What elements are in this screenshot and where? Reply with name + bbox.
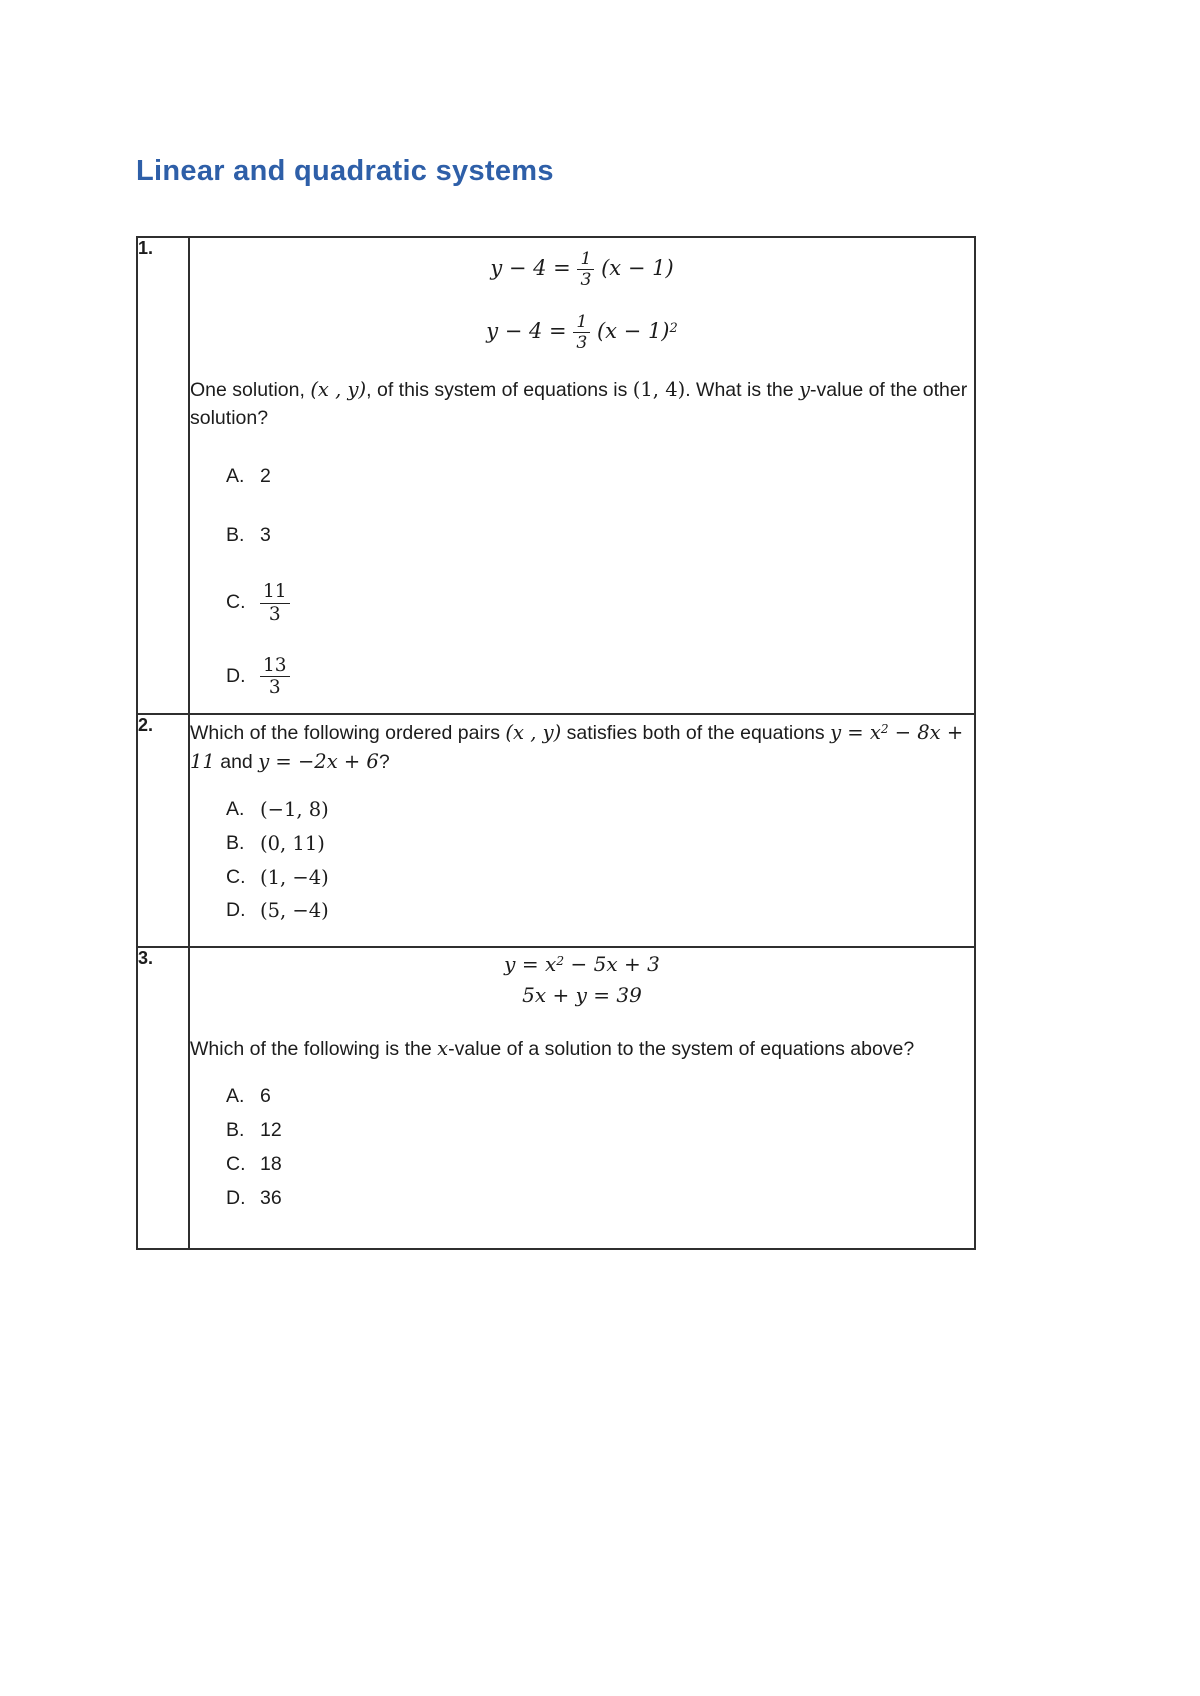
equation-text: (x − 1): [596, 319, 670, 344]
fraction: [260, 656, 290, 698]
prompt-text: ?: [378, 750, 390, 773]
prompt-text: , of this system of equations is: [366, 379, 633, 402]
fraction: [577, 250, 594, 289]
fraction-numerator: 13: [260, 656, 290, 677]
exponent: 2: [556, 952, 565, 968]
page-title: Linear and quadratic systems: [136, 155, 554, 187]
option-c: [226, 1151, 974, 1179]
fraction-numerator: 11: [260, 582, 290, 603]
question-3-prompt: [190, 1035, 974, 1064]
questions-table: [136, 236, 976, 1250]
fraction-numerator: 1: [573, 313, 590, 333]
question-1-options: [226, 463, 974, 698]
option-c-label: C.: [226, 591, 246, 614]
option-d-value: 36: [260, 1186, 282, 1209]
option-d-label: D.: [226, 1186, 246, 1209]
question-3-equation-1: [190, 950, 974, 979]
fraction-numerator: 1: [577, 250, 594, 270]
prompt-text: satisfies both of the equations: [561, 722, 831, 744]
question-3-body: [189, 947, 975, 1249]
math-inline-equation: y = −2x + 6: [258, 749, 379, 773]
option-d: [226, 656, 974, 698]
option-d-label: D.: [226, 665, 246, 688]
option-a: [226, 796, 974, 824]
question-2-number: 2.: [137, 714, 189, 947]
fraction: [260, 582, 290, 624]
math-inline: y: [799, 378, 811, 402]
option-c: [226, 864, 974, 892]
prompt-text: One solution,: [190, 379, 311, 402]
question-row-1: [137, 237, 975, 714]
math-inline: (x , y): [310, 378, 367, 402]
fraction-denominator: 3: [268, 677, 281, 699]
option-c-value: (1, −4): [260, 865, 329, 889]
option-c-label: C.: [226, 865, 246, 888]
question-1-equations: [190, 250, 974, 352]
option-b: [226, 830, 974, 858]
prompt-text: Which of the following is the: [190, 1037, 438, 1060]
question-1-equation-1: [190, 250, 974, 289]
fraction: [573, 313, 590, 352]
option-d-label: D.: [226, 899, 246, 922]
equation-expression: [486, 312, 678, 354]
question-1-prompt: [190, 376, 974, 432]
option-b-value: (0, 11): [260, 832, 325, 856]
math-inline: x: [437, 1036, 449, 1060]
question-1-number: 1.: [137, 237, 189, 714]
equation-expression: 5x + y = 39: [522, 983, 642, 1008]
equation-text: − 8x + 11: [190, 721, 964, 773]
option-a-value: 6: [260, 1085, 271, 1108]
question-2-options: [226, 796, 974, 925]
option-b-label: B.: [226, 832, 245, 855]
fraction-denominator: 3: [580, 270, 592, 291]
option-d: [226, 897, 974, 925]
equation-text: (x − 1): [601, 256, 674, 281]
equation-text: − 5x + 3: [564, 952, 660, 976]
prompt-text: -value of a solution to the system of equations above?: [448, 1037, 915, 1060]
option-c-label: C.: [226, 1152, 246, 1175]
equation-expression: [504, 952, 660, 976]
question-row-2: [137, 714, 975, 947]
option-b-value: 3: [260, 524, 271, 547]
fraction-denominator: 3: [268, 603, 281, 625]
question-1-body: [189, 237, 975, 714]
option-a-label: A.: [226, 464, 245, 487]
prompt-text: . What is the: [685, 379, 800, 402]
option-d: [226, 1185, 974, 1213]
option-d-value: (5, −4): [260, 899, 329, 923]
option-c-value: 18: [260, 1152, 282, 1175]
option-a: [226, 463, 974, 491]
prompt-text: and: [214, 750, 259, 773]
equation-text: y − 4 =: [490, 256, 571, 281]
question-3-options: [226, 1083, 974, 1212]
option-b: [226, 1117, 974, 1145]
math-inline: (1, 4): [632, 378, 686, 402]
option-b-value: 12: [260, 1119, 282, 1142]
exponent: 2: [880, 721, 889, 736]
equation-text: y = x: [830, 721, 881, 744]
option-d-value: [260, 656, 290, 698]
question-2-body: [189, 714, 975, 947]
question-3-number: 3.: [137, 947, 189, 1249]
option-a-value: 2: [260, 464, 271, 487]
option-b-label: B.: [226, 524, 245, 547]
prompt-text: -value of the other solution?: [190, 379, 968, 429]
question-1-equation-2: [190, 313, 974, 352]
equation-text: y − 4 =: [486, 319, 567, 344]
option-a-label: A.: [226, 798, 245, 821]
question-3-equation-2: [190, 981, 974, 1010]
equation-text: y = x: [504, 952, 557, 976]
question-3-equations: [190, 950, 974, 1011]
math-inline: (x , y): [505, 721, 562, 744]
question-row-3: [137, 947, 975, 1249]
equation-expression: [490, 249, 674, 291]
option-c-value: [260, 582, 290, 624]
option-b: [226, 522, 974, 550]
option-a-value: (−1, 8): [260, 798, 329, 822]
fraction-denominator: 3: [576, 333, 588, 354]
option-c: [226, 582, 974, 624]
option-b-label: B.: [226, 1119, 245, 1142]
option-a-label: A.: [226, 1085, 245, 1108]
exponent: 2: [669, 320, 678, 336]
question-2-prompt: [190, 719, 974, 776]
option-a: [226, 1083, 974, 1111]
prompt-text: Which of the following ordered pairs: [190, 722, 506, 744]
